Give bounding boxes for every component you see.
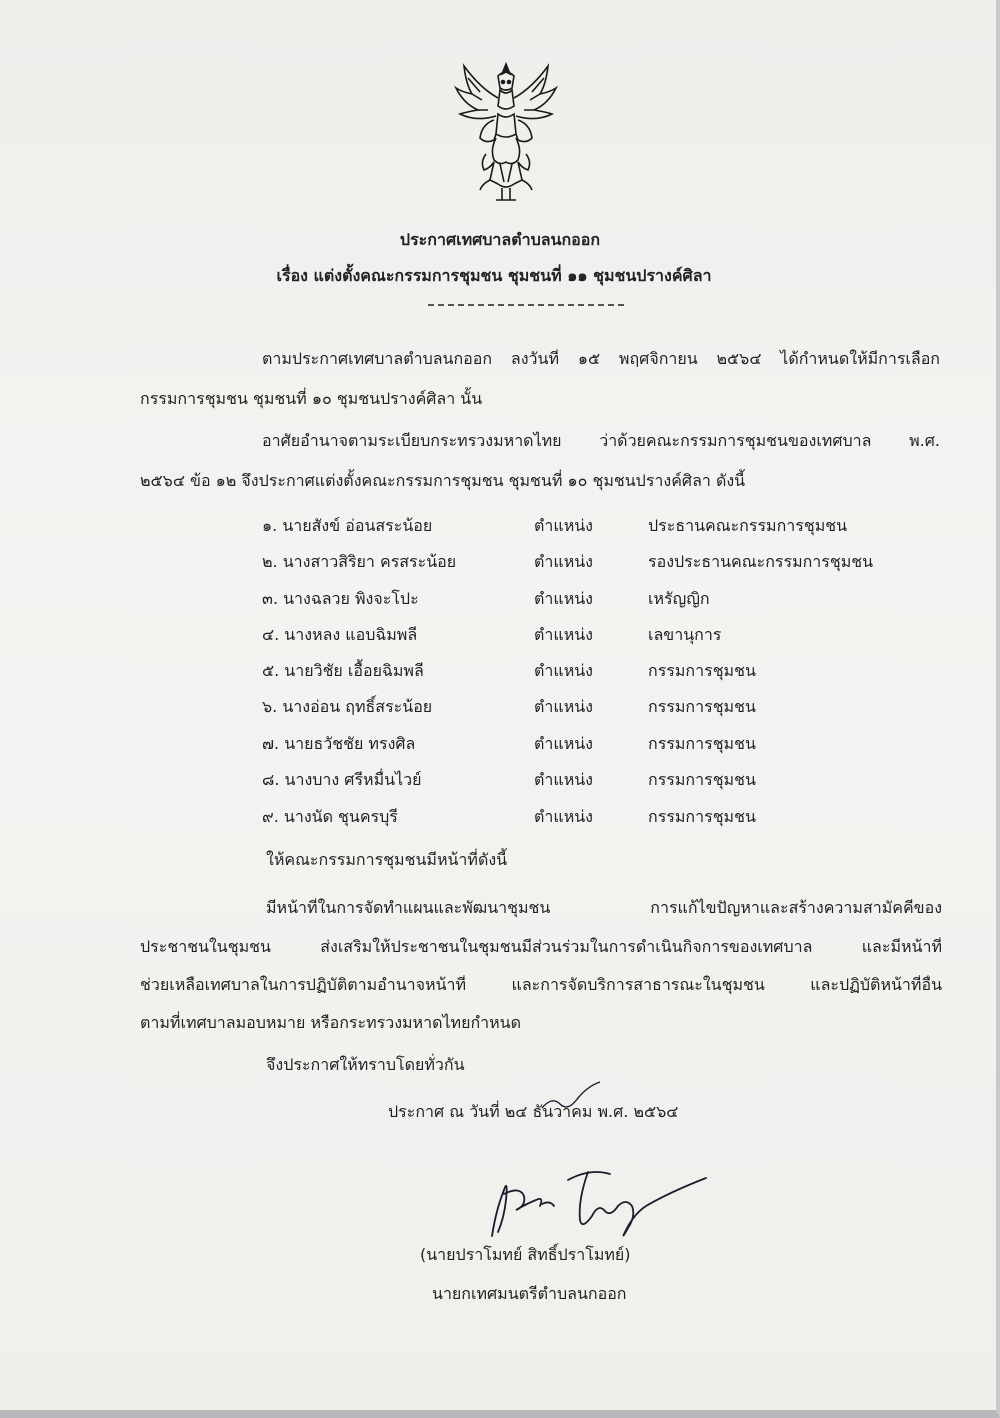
garuda-emblem-icon bbox=[450, 58, 562, 208]
position-label: ตำแหน่ง bbox=[534, 661, 593, 680]
member-role: กรรมการชุมชน bbox=[648, 770, 756, 789]
position-label: ตำแหน่ง bbox=[534, 589, 593, 608]
position-label: ตำแหน่ง bbox=[534, 516, 593, 535]
paragraph-2-line-1: อาศัยอำนาจตามระเบียบกระทรวงมหาดไทย ว่าด้วยคณะกรรมการชุมชนของเทศบาล พ.ศ. bbox=[262, 431, 940, 450]
duties-intro: ให้คณะกรรมการชุมชนมีหน้าที่ดังนี้ bbox=[266, 850, 508, 869]
announcement-title: ประกาศเทศบาลตำบลนกออก bbox=[399, 230, 601, 249]
member-role: กรรมการชุมชน bbox=[648, 807, 756, 826]
member-role: เลขานุการ bbox=[648, 625, 722, 644]
member-name: ๓. นางฉลวย พิงจะโปะ bbox=[262, 589, 419, 608]
handwritten-signature bbox=[470, 1160, 710, 1250]
duties-line-1: มีหน้าที่ในการจัดทำแผนและพัฒนาชุมชน การแก้ไขปัญหาและสร้างความสามัคคีของ bbox=[266, 898, 942, 917]
closing-statement: จึงประกาศให้ทราบโดยทั่วกัน bbox=[266, 1055, 465, 1074]
member-role: กรรมการชุมชน bbox=[648, 661, 756, 680]
paragraph-2-line-2: ๒๕๖๔ ข้อ ๑๒ จึงประกาศแต่งตั้งคณะกรรมการชุมชน ชุมชนที่ ๑๐ ชุมชนปรางค์ศิลา ดังนี้ bbox=[140, 471, 746, 490]
member-row bbox=[0, 768, 1000, 792]
member-name: ๒. นางสาวสิริยา ครสระน้อย bbox=[262, 552, 457, 571]
member-name: ๙. นางนัด ชุนครบุรี bbox=[262, 807, 398, 826]
announcement-subject: เรื่อง แต่งตั้งคณะกรรมการชุมชน ชุมชนที่ ๑๑ ชุมชนปรางค์ศิลา bbox=[276, 266, 712, 285]
title-divider bbox=[428, 304, 624, 306]
member-role: กรรมการชุมชน bbox=[648, 734, 756, 753]
member-row bbox=[0, 695, 1000, 719]
position-label: ตำแหน่ง bbox=[534, 552, 593, 571]
member-name: ๖. นางอ่อน ฤทธิ์สระน้อย bbox=[262, 697, 433, 716]
member-role: รองประธานคณะกรรมการชุมชน bbox=[648, 552, 874, 571]
signer-name: (นายปราโมทย์ สิทธิ์ปราโมทย์) bbox=[420, 1245, 631, 1264]
paragraph-1-line-1: ตามประกาศเทศบาลตำบลนกออก ลงวันที่ ๑๕ พฤศจิกายน ๒๕๖๔ ได้กำหนดให้มีการเลือก bbox=[262, 349, 940, 368]
member-row bbox=[0, 659, 1000, 683]
member-row bbox=[0, 550, 1000, 574]
member-row bbox=[0, 623, 1000, 647]
member-name: ๕. นายวิชัย เอื้อยฉิมพลี bbox=[262, 661, 424, 680]
position-label: ตำแหน่ง bbox=[534, 697, 593, 716]
position-label: ตำแหน่ง bbox=[534, 734, 593, 753]
date-scribble-mark bbox=[538, 1078, 604, 1118]
member-role: เหรัญญิก bbox=[648, 589, 710, 608]
member-row bbox=[0, 805, 1000, 829]
member-role: ประธานคณะกรรมการชุมชน bbox=[648, 516, 848, 535]
position-label: ตำแหน่ง bbox=[534, 807, 593, 826]
member-row bbox=[0, 514, 1000, 538]
paragraph-1-line-2: กรรมการชุมชน ชุมชนที่ ๑๐ ชุมชนปรางค์ศิลา นั้น bbox=[140, 389, 483, 408]
announcement-date: ประกาศ ณ วันที่ ๒๔ ธันวาคม พ.ศ. ๒๕๖๔ bbox=[388, 1102, 679, 1121]
duties-line-4: ตามที่เทศบาลมอบหมาย หรือกระทรวงมหาดไทยกำหนด bbox=[140, 1013, 521, 1032]
member-row bbox=[0, 732, 1000, 756]
position-label: ตำแหน่ง bbox=[534, 625, 593, 644]
duties-line-3: ช่วยเหลือเทศบาลในการปฏิบัติตามอำนาจหน้าที่ และการจัดบริการสาธารณะในชุมชน และปฏิบัติหน้าที่อื่น bbox=[140, 975, 942, 994]
member-role: กรรมการชุมชน bbox=[648, 697, 756, 716]
position-label: ตำแหน่ง bbox=[534, 770, 593, 789]
member-name: ๗. นายธวัชชัย ทรงศิล bbox=[262, 734, 416, 753]
member-row bbox=[0, 587, 1000, 611]
member-name: ๑. นายสังข์ อ่อนสระน้อย bbox=[262, 516, 433, 535]
duties-line-2: ประชาชนในชุมชน ส่งเสริมให้ประชาชนในชุมชนมีส่วนร่วมในการดำเนินกิจการของเทศบาล และมีหน้าที่ bbox=[140, 937, 942, 956]
signer-title: นายกเทศมนตรีตำบลนกออก bbox=[432, 1284, 627, 1303]
member-name: ๔. นางหลง แอบฉิมพลี bbox=[262, 625, 418, 644]
member-name: ๘. นางบาง ศรีหมื่นไวย์ bbox=[262, 770, 422, 789]
